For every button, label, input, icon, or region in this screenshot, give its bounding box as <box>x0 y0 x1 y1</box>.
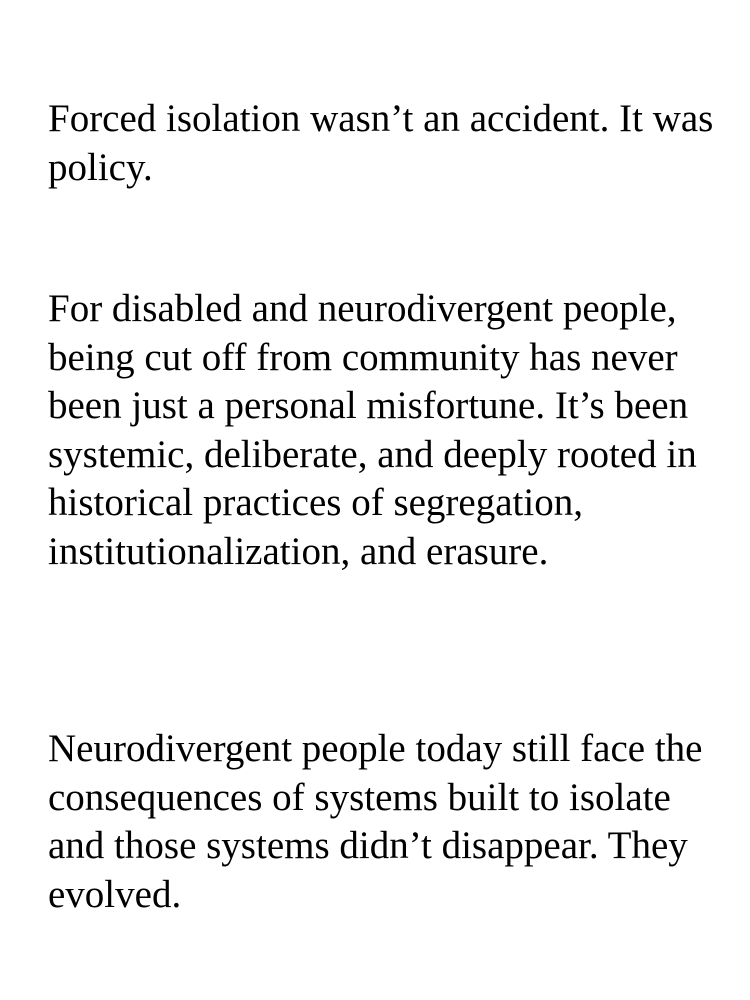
paragraph-1: Forced isolation wasn’t an accident. It was policy. <box>48 97 714 189</box>
paragraph-3: Neurodivergent people today still face the consequences of systems built to isolate and those systems didn’t disappear. They evolved. <box>48 727 703 916</box>
paragraph-2: For disabled and neurodivergent people, being cut off from community has never been just a personal misfortune. It’s been systemic, deliberate, and deeply rooted in historical practices of segregation, institutionalization, and erasure. <box>48 287 697 573</box>
